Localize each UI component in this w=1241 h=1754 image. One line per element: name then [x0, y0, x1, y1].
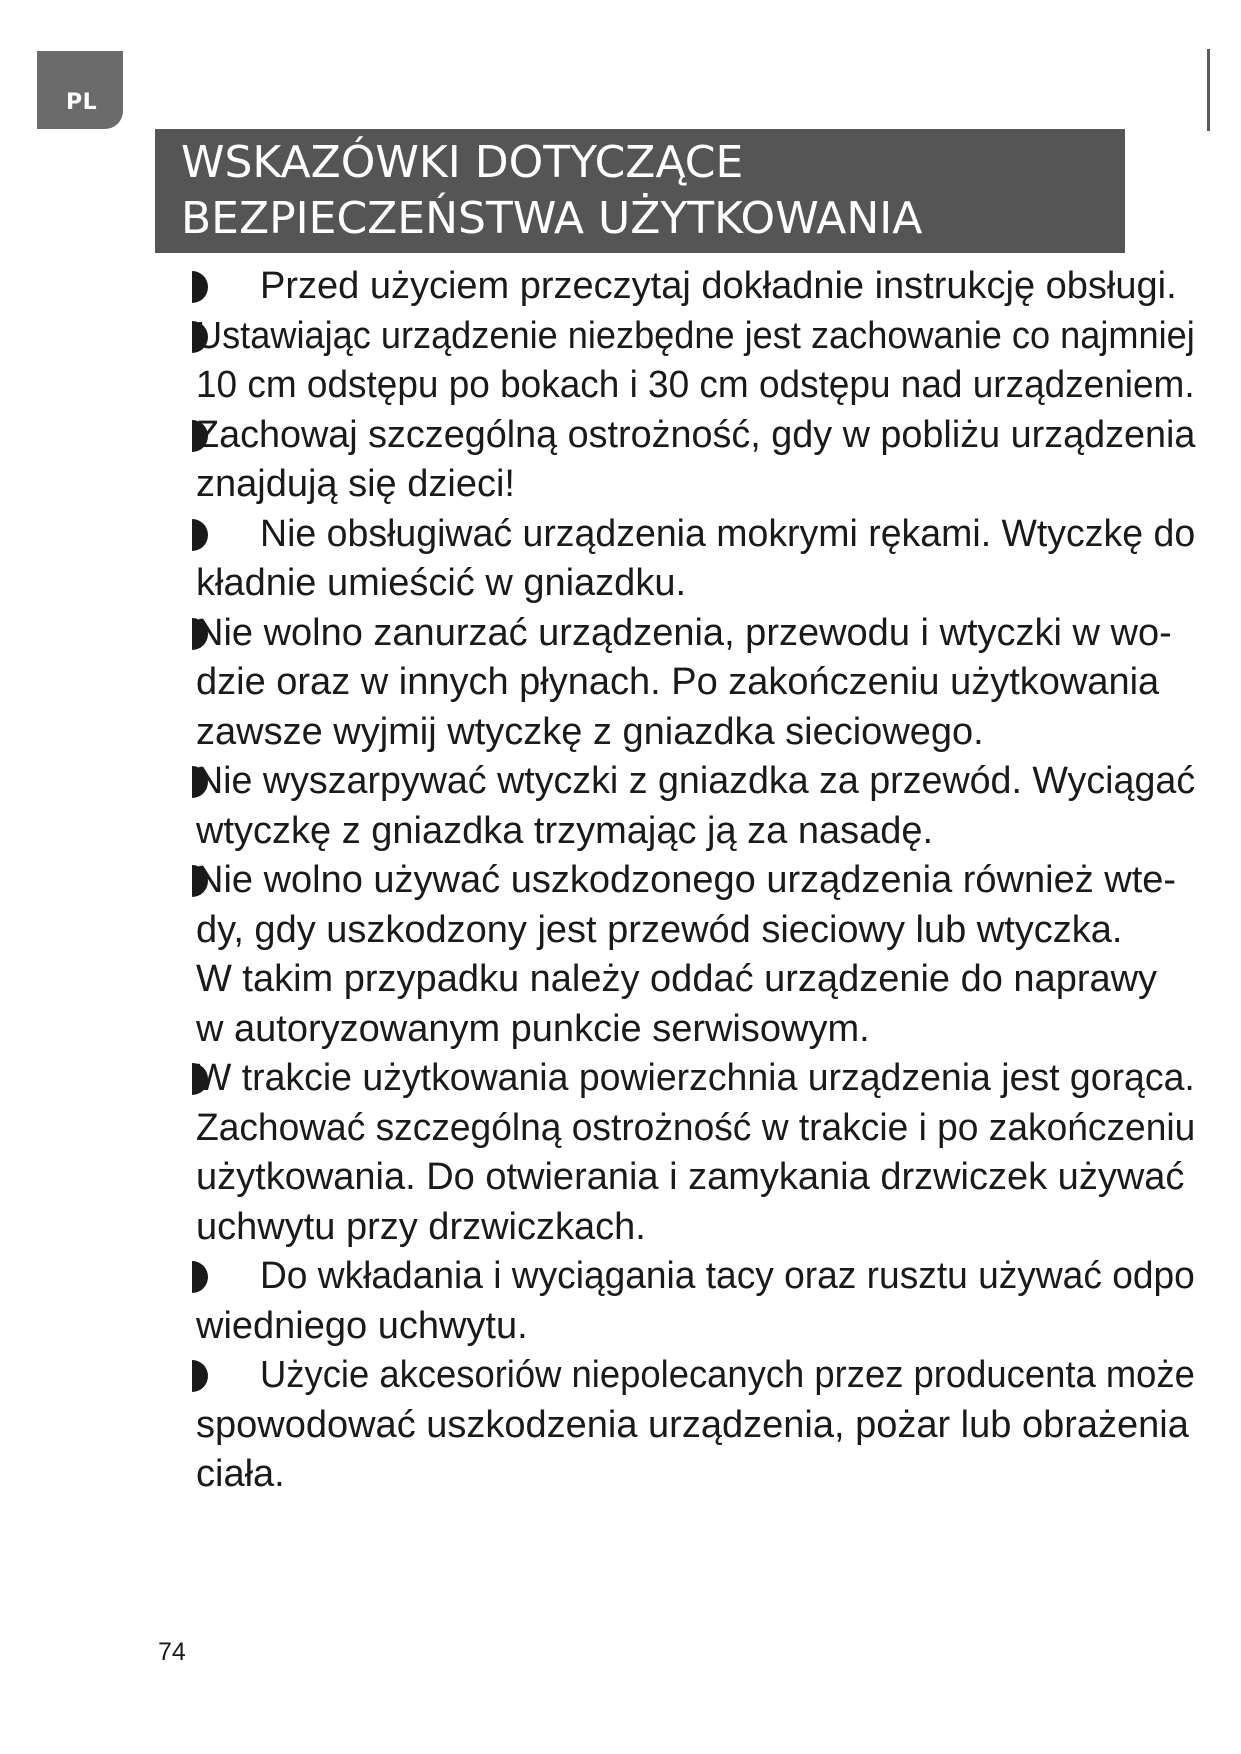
list-item-text-line: uchwytu przy drzwiczkach. [196, 1205, 646, 1248]
list-item-text-line: dzie oraz w innych płynach. Po zakończeniu użytkowania [196, 661, 1160, 703]
list-item-text-line: wtyczkę z gniazdka trzymając ją za nasadę. [196, 809, 934, 852]
list-item-text-line: wiedniego uchwytu. [196, 1304, 528, 1347]
list-item-text-line: Do wkładania i wyciągania tacy oraz rusztu używać odpo [260, 1255, 1195, 1297]
list-item-text-line: Nie obsługiwać urządzenia mokrymi rękami. Wtyczkę do [260, 512, 1196, 555]
list-item-text-line: W trakcie użytkowania powierzchnia urządzenia jest gorąca. [196, 1057, 1195, 1099]
language-tab [37, 51, 123, 129]
bullet-icon [192, 271, 208, 303]
list-item-text-line: kładnie umieścić w gniazdku. [196, 562, 687, 604]
list-item-text-line: Zachowaj szczególną ostrożność, gdy w pobliżu urządzenia [196, 413, 1196, 456]
list-item-text-line: Nie wolno używać uszkodzonego urządzenia również wte- [196, 859, 1177, 901]
list-item-text-line: ciała. [196, 1453, 285, 1495]
bullet-icon [192, 519, 208, 551]
list-item-text-line: zawsze wyjmij wtyczkę z gniazdka sieciowego. [196, 710, 984, 753]
list-item-text-line: spowodować uszkodzenia urządzenia, pożar lub obrażenia [196, 1403, 1189, 1446]
list-item-text-line: znajdują się dzieci! [196, 463, 515, 505]
list-item-text-line: użytkowania. Do otwierania i zamykania drzwiczek używać [196, 1156, 1185, 1198]
list-item-text-line: Zachować szczególną ostrożność w trakcie i po zakończeniu [196, 1106, 1196, 1149]
language-code: PL [66, 90, 98, 115]
page-number: 74 [158, 1638, 186, 1666]
bullet-icon [192, 1261, 208, 1293]
section-title-bar [155, 129, 1125, 253]
page-edge-marker [1207, 49, 1210, 131]
list-item-text-line: Nie wolno zanurzać urządzenia, przewodu i wtyczki w wo- [196, 611, 1172, 654]
list-item-text-line: w autoryzowanym punkcie serwisowym. [196, 1007, 870, 1050]
bullet-icon [192, 1360, 208, 1392]
list-item-text-line: 10 cm odstępu po bokach i 30 cm odstępu nad urządzeniem. [196, 364, 1195, 406]
list-item-text-line: Użycie akcesoriów niepolecanych przez producenta może [260, 1354, 1195, 1396]
list-item-text-line: W takim przypadku należy oddać urządzenie do naprawy [196, 958, 1158, 1000]
section-title-line-1: WSKAZÓWKI DOTYCZĄCE [181, 137, 744, 188]
list-item-text-line: dy, gdy uszkodzony jest przewód sieciowy lub wtyczka. [196, 908, 1123, 951]
list-item-text-line: Ustawiając urządzenie niezbędne jest zachowanie co najmniej [196, 314, 1195, 357]
list-item-text-line: Nie wyszarpywać wtyczki z gniazdka za przewód. Wyciągać [196, 760, 1196, 802]
section-title-line-2: BEZPIECZEŃSTWA UŻYTKOWANIA [181, 193, 923, 244]
list-item-text-line: Przed użyciem przeczytaj dokładnie instrukcję obsługi. [260, 265, 1177, 307]
